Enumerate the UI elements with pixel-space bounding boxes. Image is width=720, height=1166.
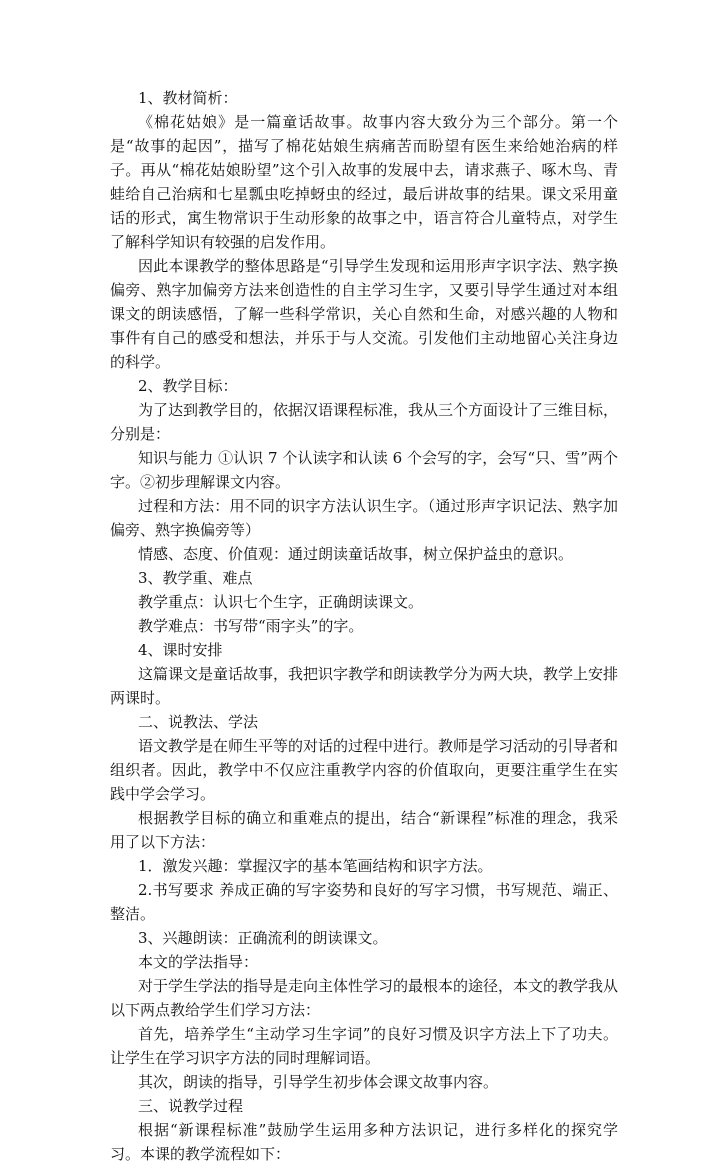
list-item-method-1: 1．激发兴趣：掌握汉字的基本笔画结构和识字方法。	[138, 857, 493, 875]
list-item-method-2: 2.书写要求 养成正确的写字姿势和良好的写字习惯，书写规范、端正、整洁。	[110, 881, 618, 923]
section-heading-key-points: 3、教学重、难点	[138, 569, 253, 587]
paragraph-second-point: 其次，朗读的指导，引导学生初步体会课文故事内容。	[138, 1073, 499, 1091]
section-heading-textbook-analysis: 1、教材简析：	[138, 89, 238, 107]
paragraph-process-intro: 根据“新课程标准”鼓励学生运用多种方法识记，进行多样化的探究学习。本课的教学流程如下：	[110, 1121, 618, 1163]
section-heading-process: 三、说教学过程	[138, 1097, 244, 1115]
document-page	[110, 86, 618, 1166]
section-heading-methods: 二、说教法、学法	[138, 713, 259, 731]
paragraph-study-guidance: 对于学生学法的指导是走向主体性学习的最根本的途径，本文的教学我从以下两点教给学生们学习方法：	[110, 977, 619, 1019]
paragraph-schedule: 这篇课文是童话故事，我把识字教学和朗读教学分为两大块，教学上安排两课时。	[110, 665, 619, 707]
paragraph-goals-intro: 为了达到教学目的，依据汉语课程标准，我从三个方面设计了三维目标，分别是：	[110, 401, 619, 443]
paragraph-methods-intro: 根据教学目标的确立和重难点的提出，结合“新课程”标准的理念，我采用了以下方法：	[110, 809, 618, 851]
paragraph-first-point: 首先，培养学生“主动学习生字词”的良好习惯及识字方法上下了功夫。让学生在学习识字方法的同时理解词语。	[110, 1025, 618, 1067]
list-item-method-3: 3、兴趣朗读：正确流利的朗读课文。	[138, 929, 388, 947]
paragraph-teaching-approach: 因此本课教学的整体思路是“引导学生发现和运用形声字识字法、熟字换偏旁、熟字加偏旁方法来创造性的自主学习生字，又要引导学生通过对本组课文的朗读感悟，了解一些科学常识，关心自然和生命，对感兴趣的人物和事件有自己的感受和想法，并乐于与人交流。引发他们主动地留心关注身边的科学。	[110, 257, 618, 371]
paragraph-teaching-dialogue: 语文教学是在师生平等的对话的过程中进行。教师是学习活动的引导者和组织者。因此，教学中不仅应注重教学内容的价值取向，更要注重学生在实践中学会学习。	[110, 737, 619, 803]
paragraph-knowledge-ability: 知识与能力 ①认识 7 个认读字和认读 6 个会写的字，会写“只、雪”两个字。②初步理解课文内容。	[110, 449, 618, 491]
paragraph-study-guidance-title: 本文的学法指导：	[138, 953, 259, 971]
paragraph-difficult-point: 教学难点：书写带“雨字头”的字。	[138, 617, 364, 635]
paragraph-key-point: 教学重点：认识七个生字，正确朗读课文。	[138, 593, 424, 611]
section-heading-schedule: 4、课时安排	[138, 641, 223, 659]
paragraph-process-method: 过程和方法：用不同的识字方法认识生字。（通过形声字识记法、熟字加偏旁、熟字换偏旁等）	[110, 497, 618, 539]
paragraph-emotion-values: 情感、态度、价值观：通过朗读童话故事，树立保护益虫的意识。	[138, 545, 574, 563]
paragraph-story-summary: 《棉花姑娘》是一篇童话故事。故事内容大致分为三个部分。第一个是“故事的起因”，描写了棉花姑娘生病痛苦而盼望有医生来给她治病的样子。再从“棉花姑娘盼望”这个引入故事的发展中去，请求燕子、啄木鸟、青蛙给自己治病和七星瓢虫吃掉蚜虫的经过，最后讲故事的结果。课文采用童话的形式，寓生物常识于生动形象的故事之中，语言符合儿童特点，对学生了解科学知识有较强的启发作用。	[110, 113, 618, 251]
section-heading-teaching-goals: 2、教学目标：	[138, 377, 238, 395]
